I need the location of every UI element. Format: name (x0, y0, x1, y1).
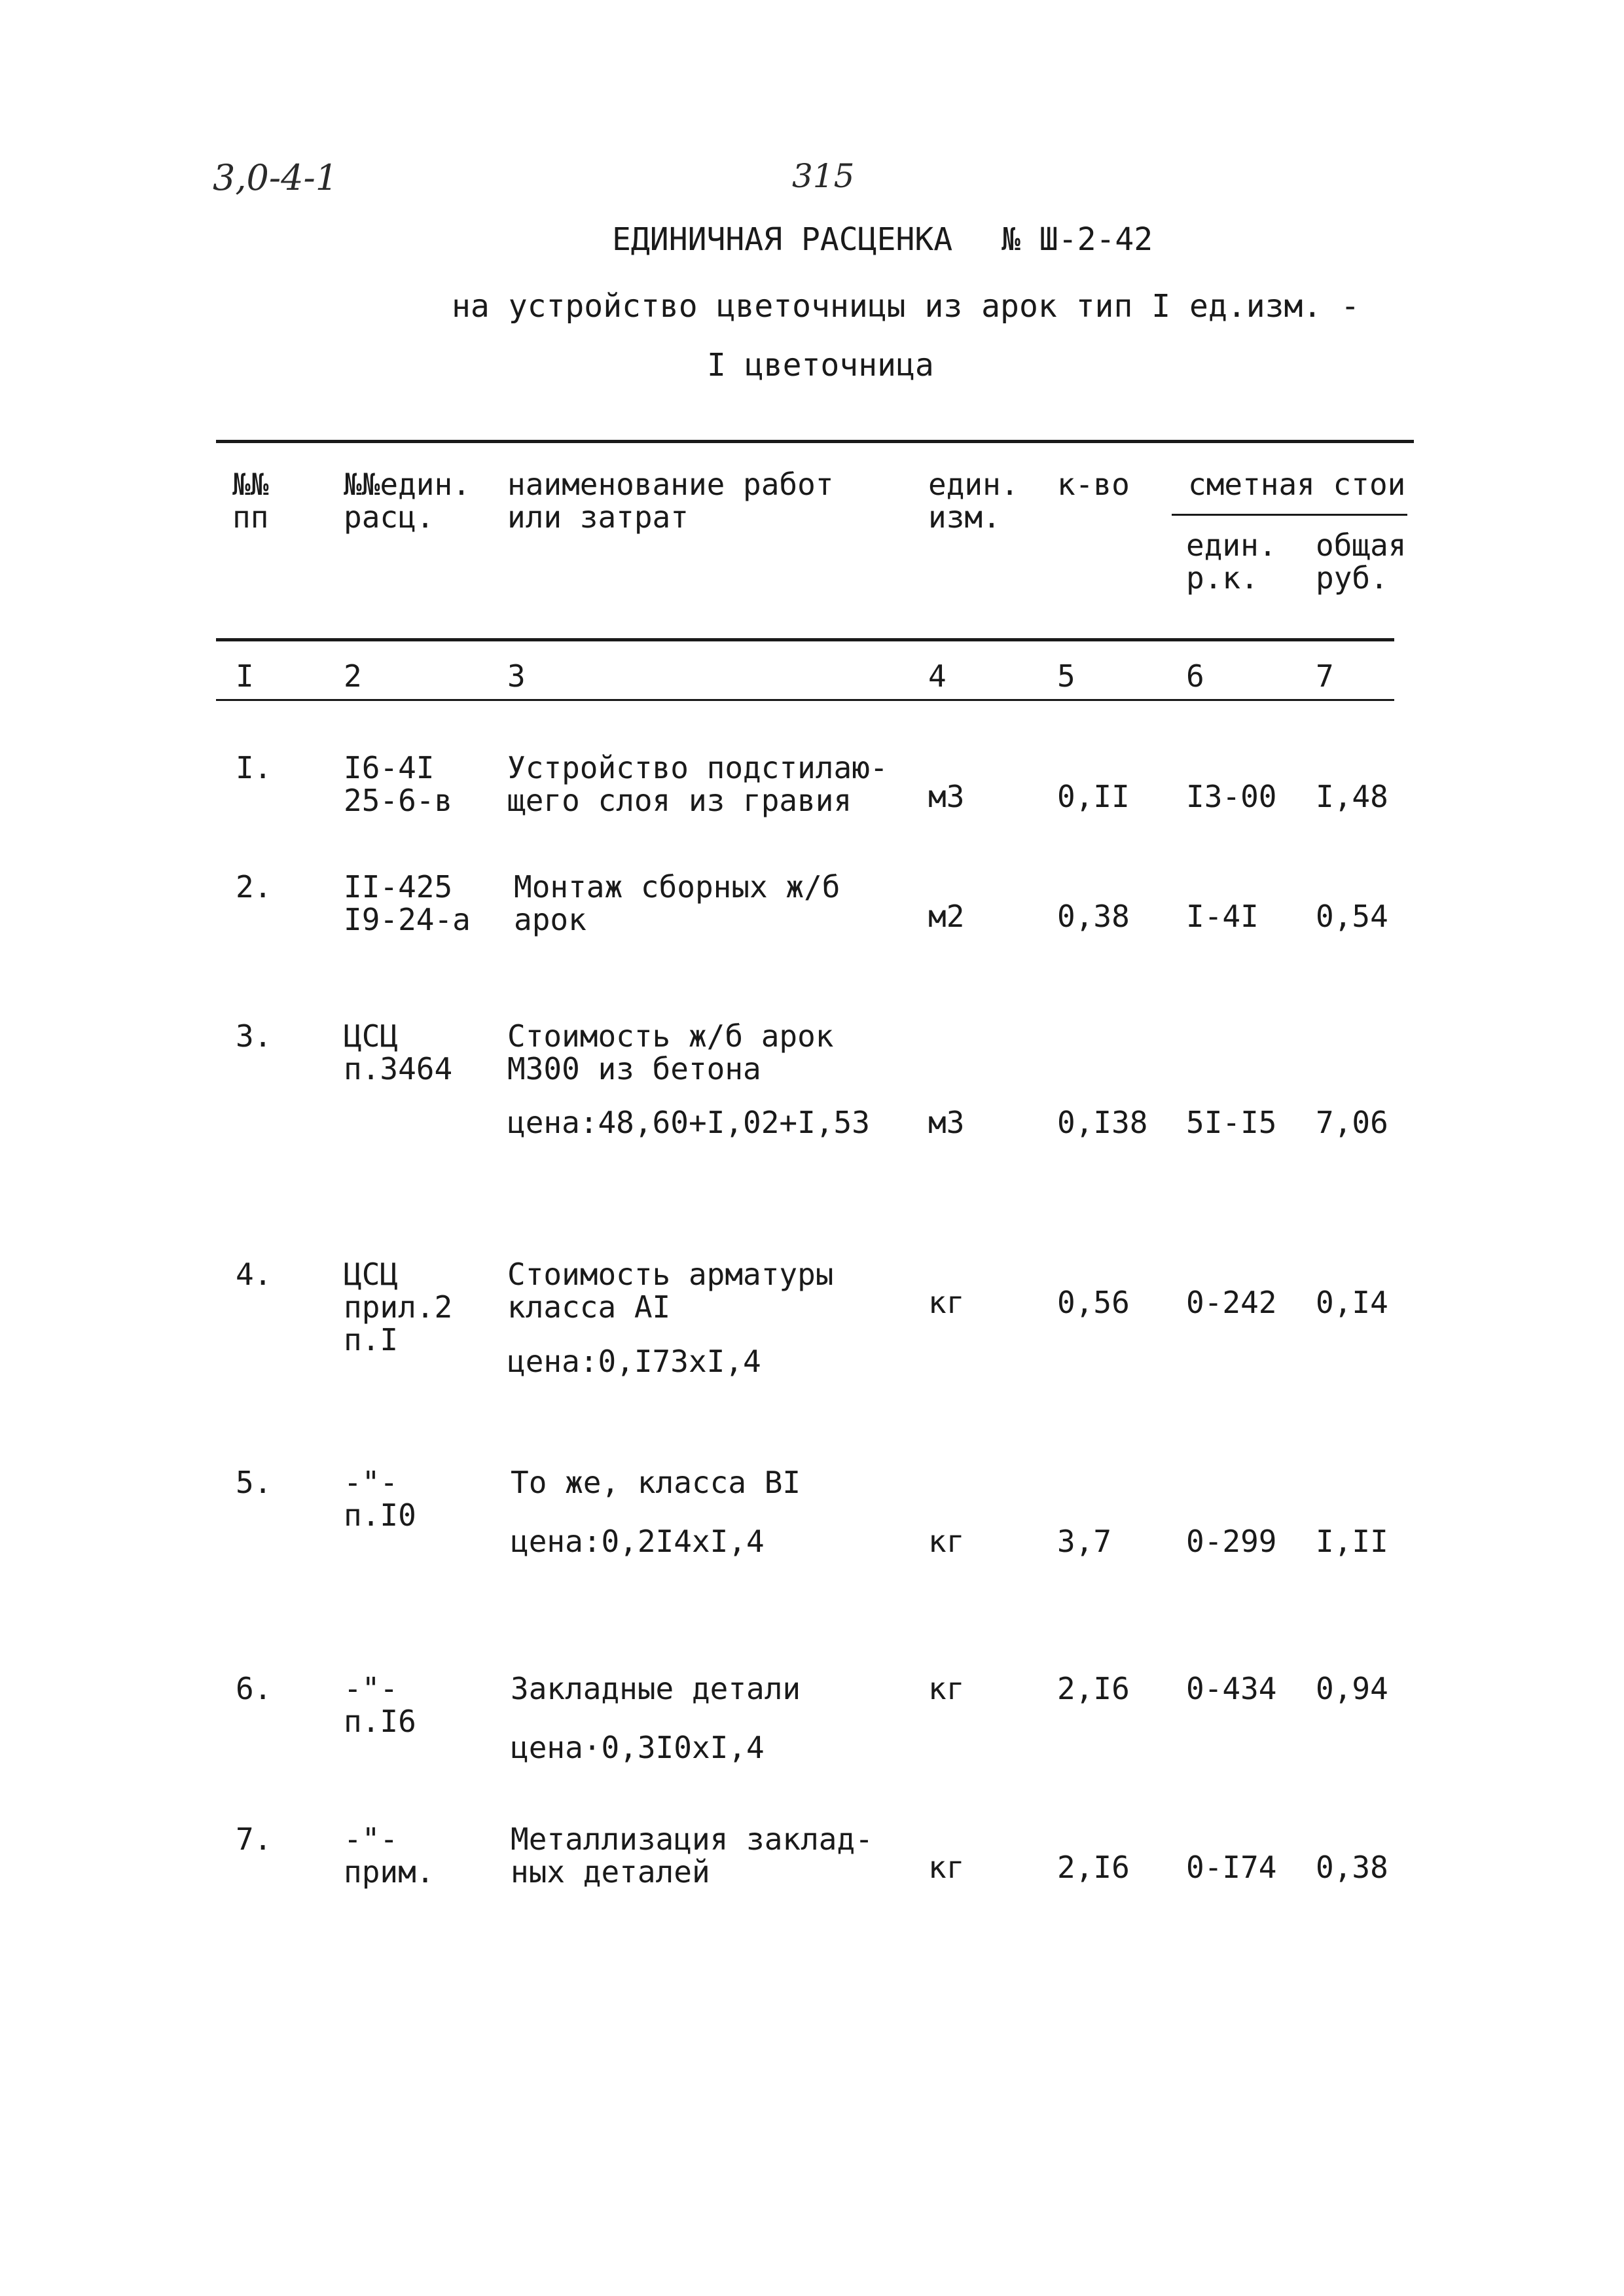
quantity: 0,II (1057, 779, 1130, 814)
rate-code: I6-4I 25-6-в (344, 750, 453, 818)
total-cost: I,II (1316, 1524, 1388, 1559)
rate-code: ЦСЦ прил.2 п.I (344, 1257, 453, 1357)
header-col7: общая руб. (1316, 528, 1407, 596)
rate-code: -"- прим. (344, 1821, 435, 1890)
unit-cost: 5I-I5 (1186, 1105, 1277, 1140)
total-cost: 0,I4 (1316, 1285, 1388, 1320)
unit-cost: 0-434 (1186, 1671, 1277, 1706)
document-subtitle-line2: I цветочница (707, 347, 934, 384)
table-top-rule (216, 440, 1414, 443)
rate-code: -"- п.I6 (344, 1671, 416, 1739)
price-formula: цена:48,60+I,02+I,53 (507, 1105, 870, 1140)
unit-cost: 0-299 (1186, 1524, 1277, 1559)
row-number: 5. (236, 1465, 272, 1500)
column-number: 7 (1316, 658, 1334, 694)
column-number: I (236, 658, 254, 694)
unit: кг (928, 1850, 965, 1885)
total-cost: I,48 (1316, 779, 1388, 814)
unit: м2 (928, 899, 965, 934)
column-number: 5 (1057, 658, 1075, 694)
archive-annotation: 3,0-4-1 (213, 157, 338, 198)
column-number: 2 (344, 658, 362, 694)
work-name: То же, класса ВI (511, 1465, 801, 1500)
row-number: 6. (236, 1671, 272, 1706)
header-col4: един. изм. (928, 467, 1019, 535)
price-formula: цена:0,I73хI,4 (507, 1344, 761, 1379)
column-number: 6 (1186, 658, 1204, 694)
header-col6: един. р.к. (1186, 528, 1277, 596)
work-name: Устройство подстилаю- щего слоя из гравия (507, 750, 888, 818)
document-number: № Ш-2-42 (1001, 221, 1153, 258)
row-number: 4. (236, 1257, 272, 1292)
work-name: Металлизация заклад- ных деталей (511, 1821, 873, 1890)
rate-code: II-425 I9-24-а (344, 869, 471, 937)
header-bottom-rule (216, 638, 1394, 641)
header-col2: №№един. расц. (344, 467, 471, 535)
unit: м3 (928, 779, 965, 814)
column-numbers-rule (216, 699, 1394, 701)
column-number: 3 (507, 658, 526, 694)
quantity: 2,I6 (1057, 1671, 1130, 1706)
page-number: 315 (792, 157, 855, 195)
document-title: ЕДИНИЧНАЯ РАСЦЕНКА (612, 221, 953, 258)
work-name: Стоимость арматуры класса АI (507, 1257, 834, 1325)
total-cost: 0,54 (1316, 899, 1388, 934)
cost-group-rule (1172, 514, 1407, 516)
header-col3: наименование работ или затрат (507, 467, 834, 535)
work-name: Закладные детали (511, 1671, 801, 1706)
row-number: 7. (236, 1821, 272, 1857)
unit-cost: I-4I (1186, 899, 1259, 934)
unit: кг (928, 1671, 965, 1706)
quantity: 0,56 (1057, 1285, 1130, 1320)
rate-code: -"- п.I0 (344, 1465, 416, 1533)
row-number: I. (236, 750, 272, 785)
column-number: 4 (928, 658, 947, 694)
unit: м3 (928, 1105, 965, 1140)
row-number: 3. (236, 1018, 272, 1054)
row-number: 2. (236, 869, 272, 905)
quantity: 0,38 (1057, 899, 1130, 934)
price-formula: цена:0,2I4хI,4 (511, 1524, 765, 1559)
price-formula: цена·0,3I0хI,4 (511, 1730, 765, 1765)
total-cost: 7,06 (1316, 1105, 1388, 1140)
quantity: 3,7 (1057, 1524, 1112, 1559)
work-name: Стоимость ж/б арок М300 из бетона (507, 1018, 834, 1086)
quantity: 2,I6 (1057, 1850, 1130, 1885)
unit-cost: 0-I74 (1186, 1850, 1277, 1885)
header-col5: к-во (1057, 467, 1130, 502)
header-cost-group: сметная стои (1188, 467, 1406, 502)
unit: кг (928, 1524, 965, 1559)
quantity: 0,I38 (1057, 1105, 1148, 1140)
work-name: Монтаж сборных ж/б арок (514, 869, 840, 937)
total-cost: 0,38 (1316, 1850, 1388, 1885)
document-subtitle-line1: на устройство цветочницы из арок тип I ед.изм. - (452, 288, 1360, 325)
unit: кг (928, 1285, 965, 1320)
header-col1: №№ пп (232, 467, 269, 535)
total-cost: 0,94 (1316, 1671, 1388, 1706)
rate-code: ЦСЦ п.3464 (344, 1018, 453, 1086)
unit-cost: I3-00 (1186, 779, 1277, 814)
unit-cost: 0-242 (1186, 1285, 1277, 1320)
